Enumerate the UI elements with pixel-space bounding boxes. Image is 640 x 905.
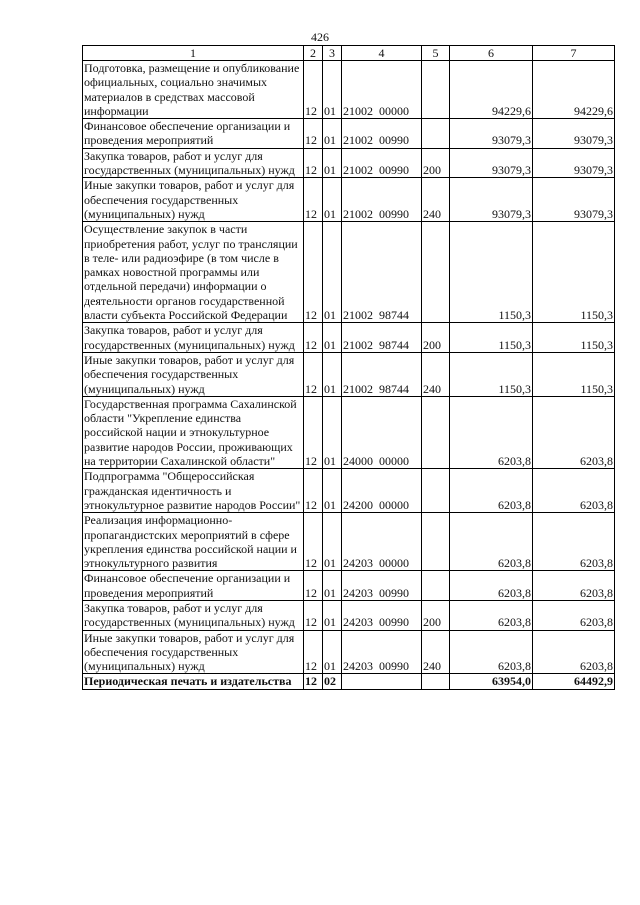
row-amount-cell-7: 6203,8 [533, 469, 615, 513]
row-name-cell: Реализация информационно-пропагандистских мероприятий в сфере укрепления единства российской нации и этнокультурного развития [83, 513, 304, 571]
row-expense-type-cell: 200 [422, 600, 450, 630]
row-section-cell: 12 [304, 600, 323, 630]
row-target-article-cell: 24203 00000 [342, 513, 422, 571]
header-cell-5: 5 [422, 46, 450, 61]
row-name-cell: Финансовое обеспечение организации и проведения мероприятий [83, 571, 304, 601]
row-expense-type-cell [422, 674, 450, 689]
row-name-cell: Иные закупки товаров, работ и услуг для обеспечения государственных (муниципальных) нужд [83, 352, 304, 396]
row-subsection-cell: 01 [323, 178, 342, 222]
row-section-cell: 12 [304, 396, 323, 468]
row-target-article-cell: 21002 00000 [342, 61, 422, 119]
header-cell-3: 3 [323, 46, 342, 61]
row-amount-cell-7: 1150,3 [533, 352, 615, 396]
row-amount-cell-7: 6203,8 [533, 513, 615, 571]
row-subsection-cell: 01 [323, 600, 342, 630]
row-target-article-cell: 24200 00000 [342, 469, 422, 513]
row-target-article-cell: 21002 98744 [342, 352, 422, 396]
row-amount-cell-7: 93079,3 [533, 148, 615, 178]
row-target-article-cell: 24203 00990 [342, 571, 422, 601]
row-amount-cell-7: 6203,8 [533, 630, 615, 674]
row-amount-cell-7: 94229,6 [533, 61, 615, 119]
row-name-cell: Закупка товаров, работ и услуг для государственных (муниципальных) нужд [83, 148, 304, 178]
row-subsection-cell: 01 [323, 119, 342, 149]
table-row [83, 513, 615, 571]
row-amount-cell-7: 93079,3 [533, 178, 615, 222]
row-target-article-cell: 24203 00990 [342, 630, 422, 674]
header-cell-2: 2 [304, 46, 323, 61]
table-header-row [83, 46, 615, 61]
row-subsection-cell: 01 [323, 61, 342, 119]
row-subsection-cell: 01 [323, 396, 342, 468]
row-section-cell: 12 [304, 352, 323, 396]
budget-table [82, 45, 615, 690]
table-row [83, 61, 615, 119]
row-amount-cell-7: 6203,8 [533, 600, 615, 630]
row-amount-cell-6: 94229,6 [450, 61, 533, 119]
row-amount-cell-6: 1150,3 [450, 323, 533, 353]
row-amount-cell-6: 1150,3 [450, 352, 533, 396]
row-expense-type-cell: 240 [422, 178, 450, 222]
header-cell-4: 4 [342, 46, 422, 61]
row-subsection-cell: 02 [323, 674, 342, 689]
row-amount-cell-6: 63954,0 [450, 674, 533, 689]
row-subsection-cell: 01 [323, 352, 342, 396]
row-expense-type-cell [422, 222, 450, 323]
table-row [83, 630, 615, 674]
row-subsection-cell: 01 [323, 222, 342, 323]
row-target-article-cell: 21002 00990 [342, 178, 422, 222]
row-amount-cell-6: 1150,3 [450, 222, 533, 323]
row-amount-cell-6: 6203,8 [450, 630, 533, 674]
row-target-article-cell: 21002 98744 [342, 323, 422, 353]
header-cell-1: 1 [83, 46, 304, 61]
table-row [83, 323, 615, 353]
row-section-cell: 12 [304, 630, 323, 674]
table-row [83, 222, 615, 323]
table-row [83, 148, 615, 178]
row-section-cell: 12 [304, 61, 323, 119]
row-name-cell: Закупка товаров, работ и услуг для государственных (муниципальных) нужд [83, 600, 304, 630]
row-name-cell: Государственная программа Сахалинской области "Укрепление единства российской нации и этнокультурное развитие народов России, проживающих на территории Сахалинской области" [83, 396, 304, 468]
row-section-cell: 12 [304, 222, 323, 323]
row-amount-cell-6: 6203,8 [450, 600, 533, 630]
row-target-article-cell: 24000 00000 [342, 396, 422, 468]
row-name-cell: Иные закупки товаров, работ и услуг для обеспечения государственных (муниципальных) нужд [83, 630, 304, 674]
row-expense-type-cell: 200 [422, 323, 450, 353]
row-target-article-cell [342, 674, 422, 689]
row-expense-type-cell [422, 571, 450, 601]
row-section-cell: 12 [304, 178, 323, 222]
row-amount-cell-7: 93079,3 [533, 119, 615, 149]
row-subsection-cell: 01 [323, 571, 342, 601]
row-name-cell: Осуществление закупок в части приобретения работ, услуг по трансляции в теле- или радиоэфире (в том числе в рамках новостной программы или отдельной передачи) информации о деятельности органов государственной власти субъекта Российской Федерации [83, 222, 304, 323]
row-amount-cell-6: 6203,8 [450, 469, 533, 513]
row-amount-cell-7: 64492,9 [533, 674, 615, 689]
row-target-article-cell: 21002 00990 [342, 148, 422, 178]
row-target-article-cell: 24203 00990 [342, 600, 422, 630]
row-subsection-cell: 01 [323, 630, 342, 674]
row-name-cell: Закупка товаров, работ и услуг для государственных (муниципальных) нужд [83, 323, 304, 353]
row-amount-cell-6: 93079,3 [450, 119, 533, 149]
row-section-cell: 12 [304, 119, 323, 149]
row-amount-cell-6: 6203,8 [450, 396, 533, 468]
row-section-cell: 12 [304, 148, 323, 178]
row-amount-cell-6: 6203,8 [450, 571, 533, 601]
row-section-cell: 12 [304, 513, 323, 571]
row-section-cell: 12 [304, 571, 323, 601]
row-subsection-cell: 01 [323, 323, 342, 353]
row-section-cell: 12 [304, 469, 323, 513]
table-row [83, 571, 615, 601]
table-body [83, 46, 615, 690]
row-amount-cell-7: 1150,3 [533, 323, 615, 353]
row-amount-cell-7: 6203,8 [533, 396, 615, 468]
row-section-cell: 12 [304, 323, 323, 353]
row-expense-type-cell: 200 [422, 148, 450, 178]
row-name-cell: Подготовка, размещение и опубликование официальных, социально значимых материалов в средствах массовой информации [83, 61, 304, 119]
row-expense-type-cell: 240 [422, 352, 450, 396]
row-target-article-cell: 21002 98744 [342, 222, 422, 323]
page-number: 426 [311, 30, 329, 44]
row-expense-type-cell [422, 396, 450, 468]
row-expense-type-cell [422, 513, 450, 571]
table-row [83, 674, 615, 689]
row-expense-type-cell [422, 119, 450, 149]
row-expense-type-cell [422, 469, 450, 513]
row-expense-type-cell: 240 [422, 630, 450, 674]
row-amount-cell-6: 6203,8 [450, 513, 533, 571]
row-name-cell: Периодическая печать и издательства [83, 674, 304, 689]
row-amount-cell-6: 93079,3 [450, 178, 533, 222]
row-section-cell: 12 [304, 674, 323, 689]
table-row [83, 469, 615, 513]
table-row [83, 396, 615, 468]
row-name-cell: Финансовое обеспечение организации и проведения мероприятий [83, 119, 304, 149]
row-name-cell: Иные закупки товаров, работ и услуг для обеспечения государственных (муниципальных) нужд [83, 178, 304, 222]
header-cell-6: 6 [450, 46, 533, 61]
row-expense-type-cell [422, 61, 450, 119]
row-amount-cell-7: 6203,8 [533, 571, 615, 601]
row-subsection-cell: 01 [323, 148, 342, 178]
table-row [83, 352, 615, 396]
table-row [83, 119, 615, 149]
row-subsection-cell: 01 [323, 469, 342, 513]
row-name-cell: Подпрограмма "Общероссийская гражданская идентичность и этнокультурное развитие народов России" [83, 469, 304, 513]
table-row [83, 178, 615, 222]
table-row [83, 600, 615, 630]
header-cell-7: 7 [533, 46, 615, 61]
row-amount-cell-7: 1150,3 [533, 222, 615, 323]
row-subsection-cell: 01 [323, 513, 342, 571]
row-target-article-cell: 21002 00990 [342, 119, 422, 149]
row-amount-cell-6: 93079,3 [450, 148, 533, 178]
